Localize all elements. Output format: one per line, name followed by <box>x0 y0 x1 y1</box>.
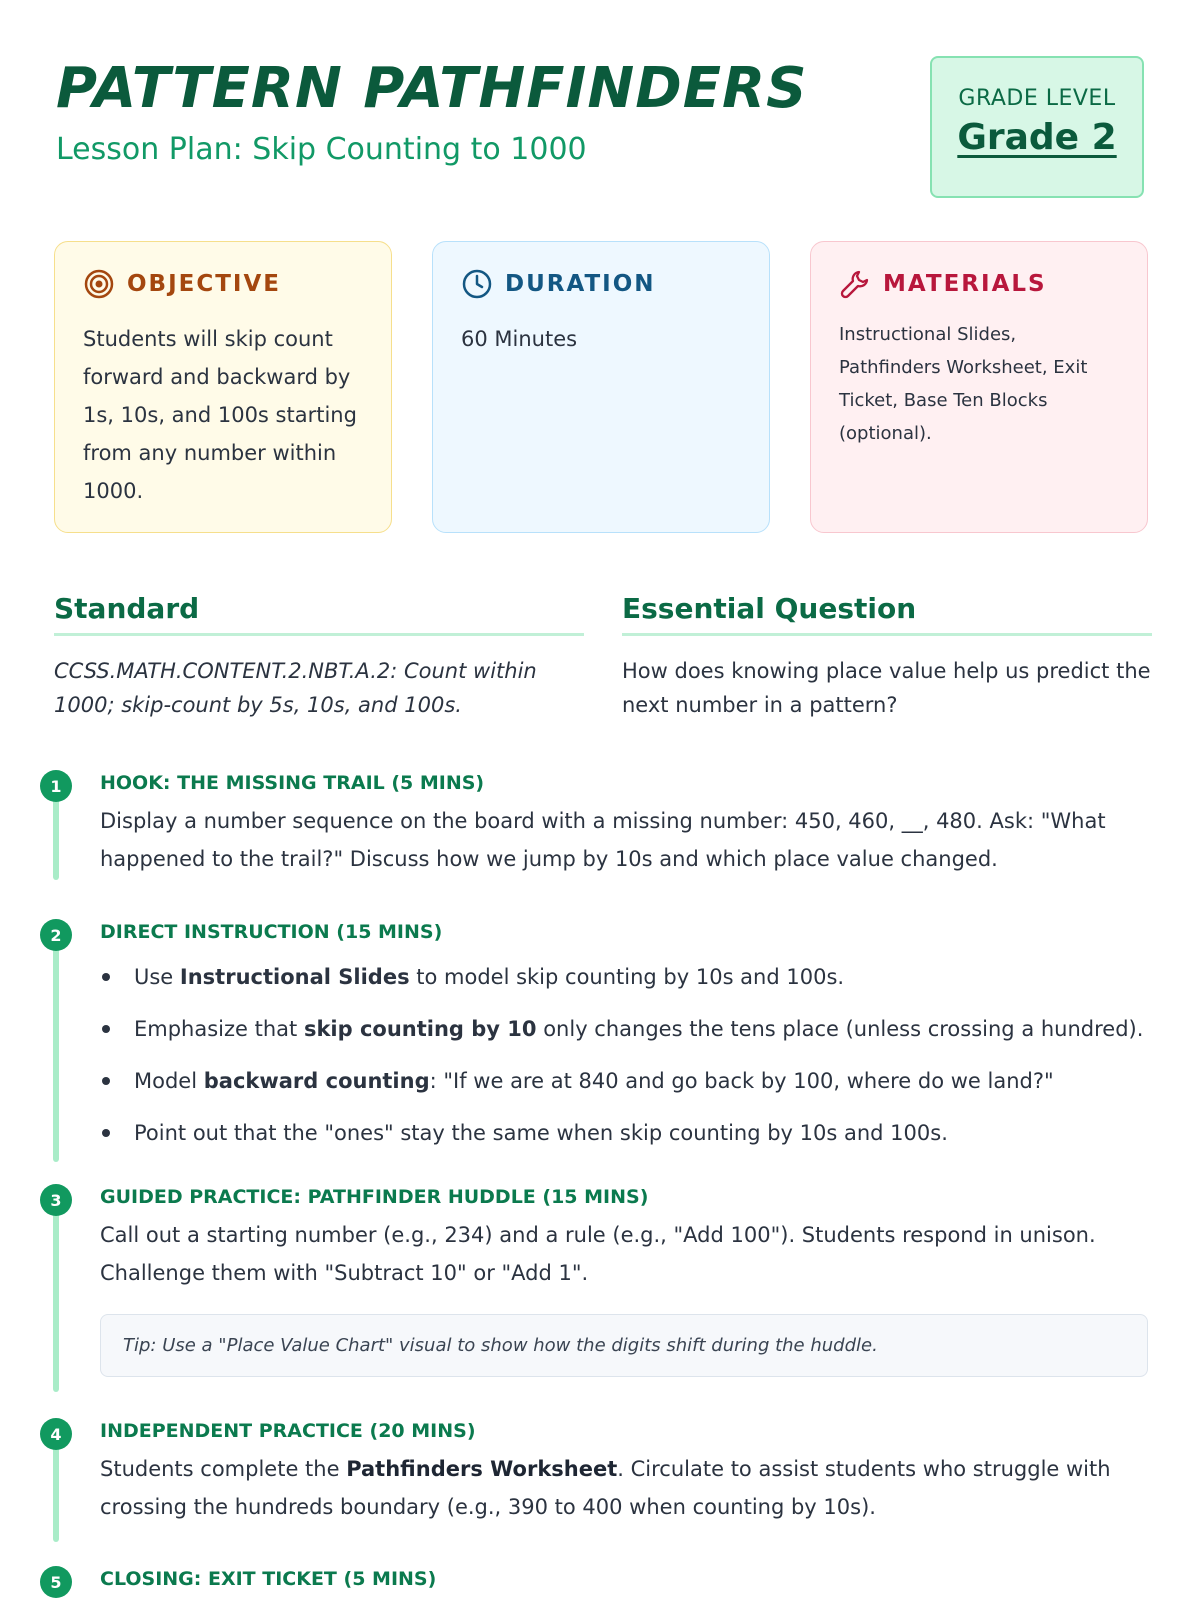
tip-callout: Tip: Use a "Place Value Chart" visual to show how the digits shift during the huddle. <box>100 1314 1148 1377</box>
target-icon <box>83 268 115 300</box>
step-timeline-bar <box>53 1434 59 1542</box>
step-number-badge: 1 <box>40 770 72 802</box>
step-number-badge: 5 <box>40 1566 72 1598</box>
objective-label: OBJECTIVE <box>127 271 281 297</box>
duration-card-header <box>461 268 741 300</box>
list-item: Emphasize that skip counting by 10 only changes the tens place (unless crossing a hundred). <box>100 1003 1148 1055</box>
step-bullet-list <box>100 951 1148 1159</box>
materials-card-header <box>839 268 1119 300</box>
duration-card <box>432 241 770 533</box>
objective-text: Students will skip count forward and backward by 1s, 10s, and 100s starting from any number within 1000. <box>83 327 357 503</box>
step-title: CLOSING: EXIT TICKET (5 MINS) <box>100 1568 437 1590</box>
duration-label: DURATION <box>505 271 656 297</box>
essential-question-heading: Essential Question <box>622 592 1152 636</box>
step-text: Call out a starting number (e.g., 234) and a rule (e.g., "Add 100"). Students respond in unison. Challenge them with "Subtract 10" or "Add 1". <box>100 1223 1096 1285</box>
step-timeline-bar <box>53 935 59 1162</box>
grade-level-value: Grade 2 <box>957 117 1117 158</box>
list-item: Use Instructional Slides to model skip counting by 10s and 100s. <box>100 951 1148 1003</box>
materials-card <box>810 241 1148 533</box>
standard-text: CCSS.MATH.CONTENT.2.NBT.A.2: Count within 1000; skip-count by 5s, 10s, and 100s. <box>54 659 537 717</box>
step-text: Students complete the Pathfinders Worksheet. Circulate to assist students who struggle with crossing the hundreds boundary (e.g., 390 to 400 when counting by 10s). <box>100 1457 1111 1519</box>
step-number-badge: 3 <box>40 1184 72 1216</box>
page-subtitle: Lesson Plan: Skip Counting to 1000 <box>56 132 587 167</box>
objective-card <box>54 241 392 533</box>
essential-question-section <box>622 592 1152 722</box>
step-title: DIRECT INSTRUCTION (15 MINS) <box>100 921 443 943</box>
grade-level-badge <box>930 56 1144 198</box>
page-title: PATTERN PATHFINDERS <box>56 56 808 121</box>
standard-section <box>54 592 584 722</box>
info-cards <box>54 241 1148 533</box>
lesson-step <box>40 1418 1148 1526</box>
wrench-icon <box>839 268 871 300</box>
list-item: Point out that the "ones" stay the same when skip counting by 10s and 100s. <box>100 1107 1148 1159</box>
objective-card-header <box>83 268 363 300</box>
step-number-badge: 2 <box>40 919 72 951</box>
step-text: Display a number sequence on the board with a missing number: 450, 460, __, 480. Ask: "What happened to the trail?" Discuss how we jump by 10s and which place value changed. <box>100 809 1106 871</box>
clock-icon <box>461 268 493 300</box>
essential-question-text: How does knowing place value help us predict the next number in a pattern? <box>622 659 1151 717</box>
step-title: INDEPENDENT PRACTICE (20 MINS) <box>100 1420 476 1442</box>
lesson-step <box>40 770 1148 880</box>
duration-text: 60 Minutes <box>461 327 578 351</box>
lesson-step <box>40 1184 1148 1374</box>
lesson-header <box>56 56 1156 206</box>
grade-level-label: GRADE LEVEL <box>958 86 1116 111</box>
step-title: GUIDED PRACTICE: PATHFINDER HUDDLE (15 MINS) <box>100 1186 649 1208</box>
lesson-step <box>40 919 1148 1144</box>
lesson-step <box>40 1566 1148 1600</box>
list-item: Model backward counting: "If we are at 840 and go back by 100, where do we land?" <box>100 1055 1148 1107</box>
step-timeline-bar <box>53 1200 59 1392</box>
materials-text: Instructional Slides, Pathfinders Worksheet, Exit Ticket, Base Ten Blocks (optional). <box>839 324 1088 444</box>
materials-label: MATERIALS <box>883 271 1047 297</box>
step-title: HOOK: THE MISSING TRAIL (5 MINS) <box>100 772 485 794</box>
step-number-badge: 4 <box>40 1418 72 1450</box>
standard-heading: Standard <box>54 592 584 636</box>
